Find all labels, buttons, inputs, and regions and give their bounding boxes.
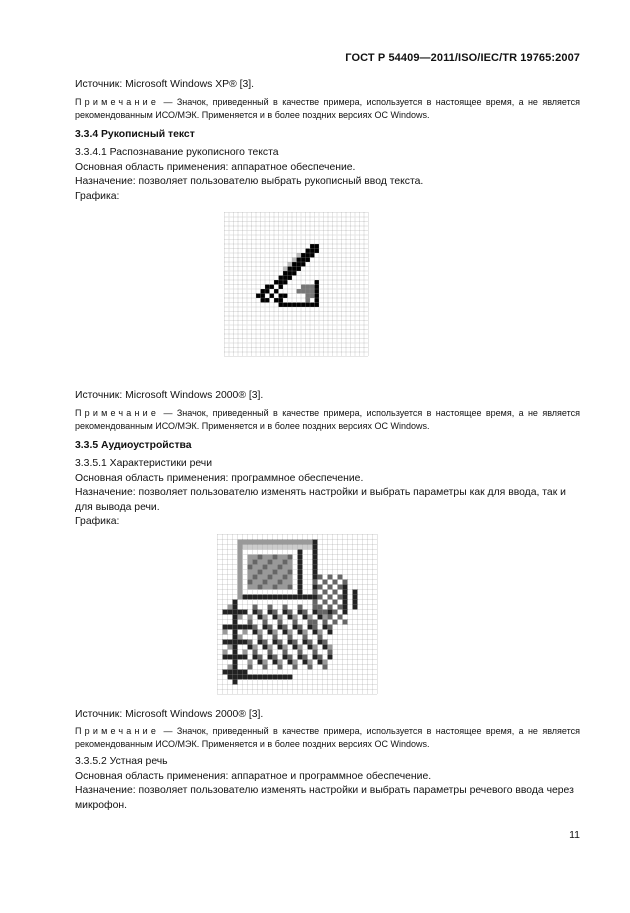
page-header: ГОСТ Р 54409—2011/ISO/IEC/TR 19765:2007 <box>345 52 580 64</box>
section-heading-335: 3.3.5 Аудиоустройства <box>75 439 192 451</box>
note-text: — Значок, приведенный в качестве примера, используется в настоящее время, а не является рекомендованным ИСО/МЭК. Применяется и в более поздних версиях ОС Windows. <box>75 407 580 431</box>
graphic-handwriting <box>62 204 580 389</box>
note-text: — Значок, приведенный в качестве примера, используется в настоящее время, а не является рекомендованным ИСО/МЭК. Применяется и в более поздних версиях ОС Windows. <box>75 726 580 749</box>
section-heading-334: 3.3.4 Рукописный текст <box>75 128 195 140</box>
item-3351: 3.3.5.1 Характеристики речи <box>75 458 213 469</box>
graphic-label: Графика: <box>75 516 120 527</box>
page-content <box>62 78 580 813</box>
purpose-line: Назначение: позволяет пользователю изменять настройки и выбрать параметры как для ввода, так и для вывода речи. <box>75 487 566 513</box>
note <box>62 407 580 433</box>
note-label: Примечание <box>75 726 160 736</box>
purpose-line: Назначение: позволяет пользователю изменять настройки и выбрать параметры речевого ввода через микрофон. <box>75 785 574 811</box>
note <box>62 725 580 751</box>
graphic-speech <box>62 530 580 708</box>
note-label: Примечание <box>75 96 160 107</box>
source-line: Источник: Microsoft Windows 2000® [3]. <box>75 708 264 720</box>
scope-line: Основная область применения: аппаратное обеспечение. <box>75 161 356 173</box>
item-3352: 3.3.5.2 Устная речь <box>75 756 168 767</box>
source-line: Источник: Microsoft Windows XP® [3]. <box>75 79 255 90</box>
source-line: Источник: Microsoft Windows 2000® [3]. <box>75 390 264 401</box>
page-number: 11 <box>569 829 580 841</box>
scope-line: Основная область применения: аппаратное и программное обеспечение. <box>75 770 432 782</box>
handwriting-pen-icon <box>224 212 369 357</box>
purpose-line: Назначение: позволяет пользователю выбрать рукописный ввод текста. <box>75 176 424 187</box>
scope-line: Основная область применения: программное обеспечение. <box>75 472 364 484</box>
note <box>62 96 580 122</box>
speech-computer-icon <box>217 534 378 695</box>
note-text: — Значок, приведенный в качестве примера, используется в настоящее время, а не является рекомендованным ИСО/МЭК. Применяется и в более поздних версиях ОС Windows. <box>75 96 580 120</box>
note-label: Примечание <box>75 407 160 418</box>
item-3341: 3.3.4.1 Распознавание рукописного текста <box>75 147 279 158</box>
graphic-label: Графика: <box>75 190 120 202</box>
